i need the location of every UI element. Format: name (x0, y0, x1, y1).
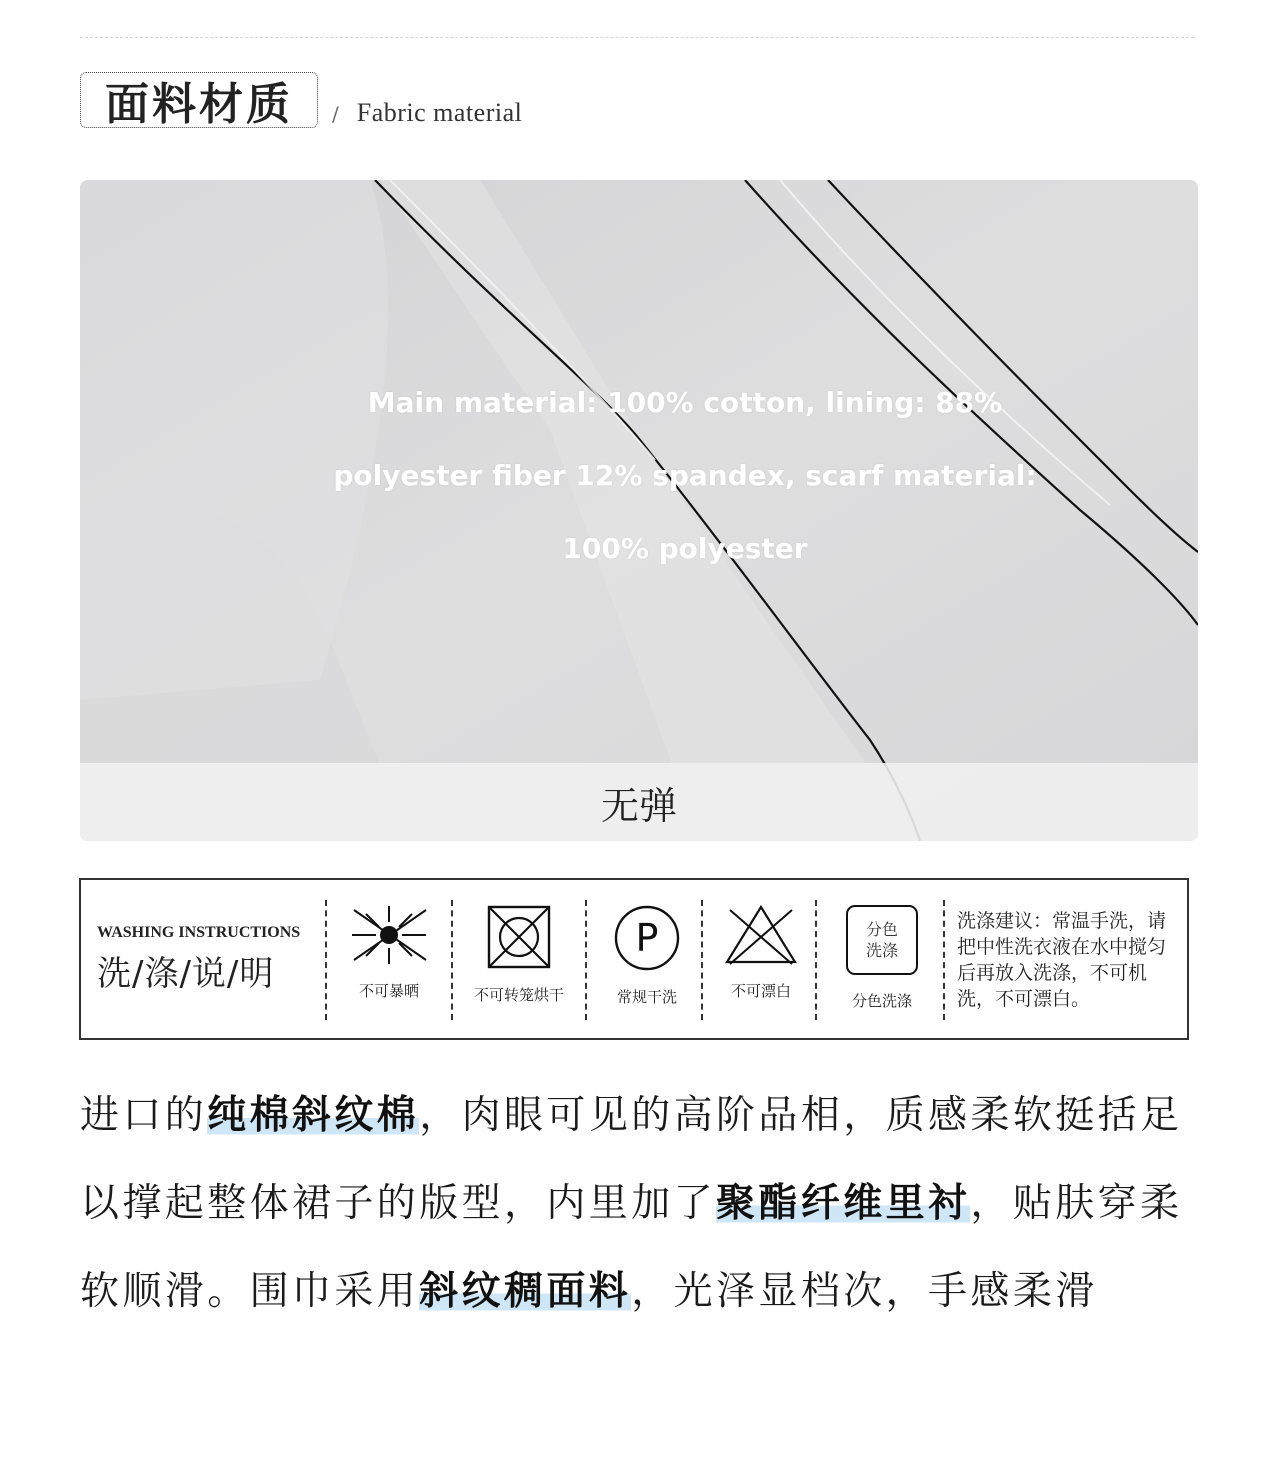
section-heading (80, 70, 522, 128)
dashed-separator (451, 900, 453, 1020)
fabric-photo (80, 180, 1198, 841)
description-text: ，肉眼可见的高阶品相，质感柔软挺括足以撑起整体裙子的版型，内里加了 (80, 1093, 1183, 1226)
svg-text:P: P (635, 916, 659, 960)
section-title: 面料材质 (80, 72, 318, 128)
wash-separately-icon-text-1: 分色 (865, 920, 899, 939)
no-bleach-icon (724, 904, 798, 966)
material-composition-text: Main material: 100% cotton, lining: 88% polyester fiber 12% spandex, scarf material: 100% polyester (333, 386, 1037, 565)
stretch-label: 无弹 (80, 763, 1198, 841)
washing-advice: 洗涤建议：常温手洗，请把中性洗衣液在水中搅匀后再放入洗涤，不可机洗，不可漂白。 (957, 910, 1167, 1010)
washing-instructions-panel (79, 878, 1189, 1040)
wash-separately-icon (845, 904, 919, 976)
washing-title-cn: 洗/涤/说/明 (97, 954, 275, 994)
wash-separately-symbol (829, 904, 935, 1011)
top-divider (80, 37, 1194, 38)
washing-title (97, 924, 311, 995)
symbol-label: 分色洗涤 (851, 992, 912, 1010)
dry-clean-symbol (597, 904, 697, 1007)
no-sun-drying-symbol (343, 904, 435, 1001)
wash-separately-icon-text-2: 洗涤 (865, 941, 899, 960)
description-text: ，贴肤穿柔软顺滑。围巾采用 (80, 1181, 1183, 1314)
no-tumble-dry-symbol (463, 904, 575, 1005)
symbol-label: 不可转笼烘干 (473, 986, 564, 1004)
symbol-label: 不可暴晒 (358, 982, 419, 1000)
description-text: ，光泽显档次，手感柔滑 (631, 1269, 1098, 1314)
no-sun-drying-icon (346, 904, 432, 966)
dry-clean-p-icon (613, 904, 681, 972)
fabric-description (80, 1072, 1190, 1336)
dashed-separator (701, 900, 703, 1020)
washing-title-en: WASHING INSTRUCTIONS (97, 924, 301, 941)
highlight-twill-satin: 斜纹稠面料 (419, 1269, 632, 1314)
dashed-separator (815, 900, 817, 1020)
dashed-separator (585, 900, 587, 1020)
symbol-label: 不可漂白 (730, 982, 791, 1000)
dashed-separator (325, 900, 327, 1020)
no-tumble-dry-icon (486, 904, 552, 970)
title-separator: / (332, 102, 339, 126)
highlight-cotton-twill: 纯棉斜纹棉 (207, 1093, 420, 1138)
no-bleach-symbol (711, 904, 811, 1001)
highlight-polyester-lining: 聚酯纤维里衬 (716, 1181, 971, 1226)
description-text: 进口的 (80, 1093, 208, 1138)
dashed-separator (943, 900, 945, 1020)
symbol-label: 常规干洗 (616, 988, 677, 1006)
section-subtitle: Fabric material (356, 98, 523, 127)
